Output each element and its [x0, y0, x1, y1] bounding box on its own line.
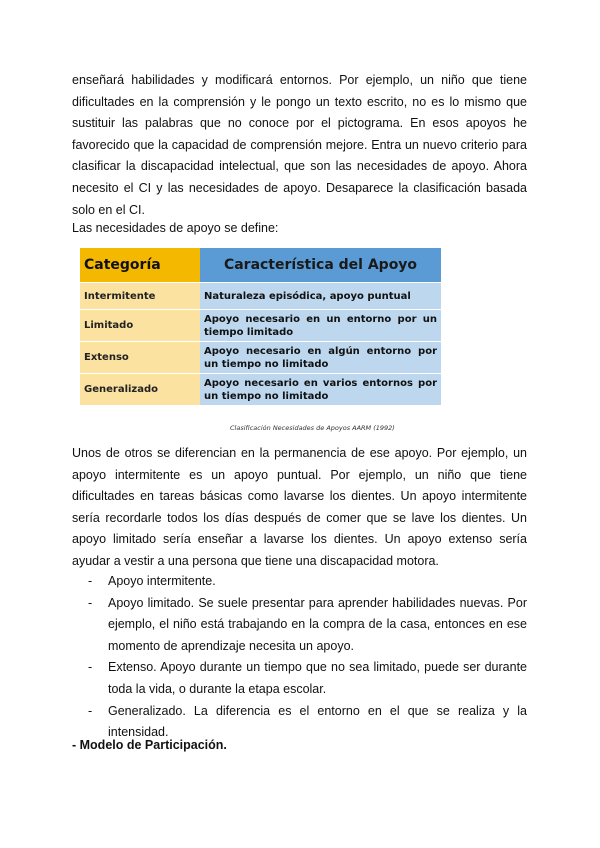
table-row	[80, 374, 441, 406]
table-row	[80, 310, 441, 342]
list-item-text: Apoyo limitado. Se suele presentar para aprender habilidades nuevas. Por ejemplo, el niño está trabajando en la compra de la casa, entonces en ese momento de aprendizaje necesita un apoyo.	[108, 595, 527, 653]
characteristic-cell: Apoyo necesario en algún entorno por un tiempo no limitado	[200, 342, 441, 374]
list-item	[88, 657, 527, 700]
characteristic-cell: Apoyo necesario en un entorno por un tiempo limitado	[200, 310, 441, 342]
list-bullet: -	[88, 703, 93, 718]
list-item-text: Apoyo intermitente.	[108, 574, 216, 588]
table-caption: Clasificación Necesidades de Apoyos AARM (1992)	[230, 424, 395, 432]
list-item-text: Generalizado. La diferencia es el entorno en el que se realiza y la intensidad.	[108, 703, 527, 740]
table-row	[80, 342, 441, 374]
table-header-row	[80, 248, 441, 283]
characteristic-cell: Naturaleza episódica, apoyo puntual	[200, 283, 441, 310]
list-item	[88, 593, 527, 658]
header-category: Categoría	[80, 248, 200, 283]
header-characteristic: Característica del Apoyo	[200, 248, 441, 283]
list-item	[88, 571, 527, 593]
category-cell: Extenso	[80, 342, 200, 374]
support-needs-table	[80, 248, 441, 405]
category-cell: Generalizado	[80, 374, 200, 406]
list-item-text: Extenso. Apoyo durante un tiempo que no sea limitado, puede ser durante toda la vida, o durante la etapa escolar.	[108, 660, 527, 696]
paragraph-necesidades-definicion: Las necesidades de apoyo se define:	[72, 221, 279, 235]
category-cell: Intermitente	[80, 283, 200, 310]
list-bullet: -	[88, 574, 93, 588]
paragraph-apoyos-intro: enseñará habilidades y modificará entornos. Por ejemplo, un niño que tiene dificultades en la comprensión y le pongo un texto escrito, no es lo mismo que sustituir las palabras que no conoce por el pictograma. En esos apoyos he favorecido que la capacidad de comprensión mejore. Entra un nuevo criterio para clasificar la discapacidad intelectual, que son las necesidades de apoyo. Ahora necesito el CI y las necesidades de apoyo. Desaparece la clasificación basada solo en el CI.	[72, 73, 527, 217]
support-needs-table-figure	[80, 248, 441, 405]
paragraph-permanencia: Unos de otros se diferencian en la permanencia de ese apoyo. Por ejemplo, un apoyo intermitente es un apoyo puntual. Por ejemplo, un niño que tiene dificultades en tareas básicas como lavarse los dientes. Un apoyo intermitente sería recordarle todos los días después de comer que se lave los dientes. Un apoyo limitado sería enseñar a lavarse los dientes. Un apoyo extenso sería ayudar a vestir a una persona que tiene una discapacidad motora.	[72, 446, 527, 568]
list-bullet: -	[88, 660, 93, 675]
list-bullet: -	[88, 595, 93, 610]
category-cell: Limitado	[80, 310, 200, 342]
section-heading-modelo-participacion: - Modelo de Participación.	[72, 738, 227, 752]
characteristic-cell: Apoyo necesario en varios entornos por un tiempo no limitado	[200, 374, 441, 406]
table-row	[80, 283, 441, 310]
support-types-list	[88, 571, 527, 744]
